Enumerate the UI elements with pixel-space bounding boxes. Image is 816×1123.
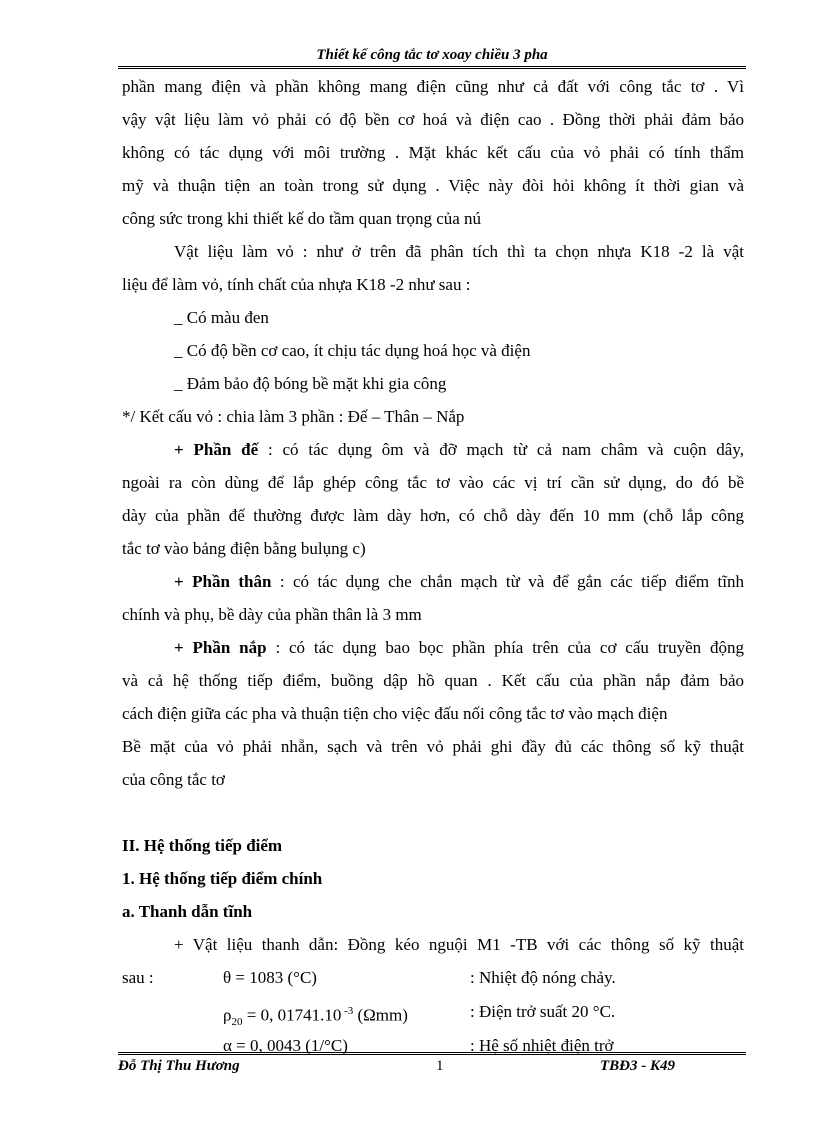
part-cover-line [122,631,744,664]
paragraph-line: của công tắc tơ [122,770,225,789]
sau-label: sau : [122,968,154,987]
formula-row-resistivity [122,995,744,1029]
property-item: _ Có màu đen [174,308,269,327]
part-base-label: + Phần đế [174,440,259,459]
page-header [118,47,746,69]
rho-subscript: 20 [231,1016,243,1029]
footer-author: Đỗ Thị Thu Hương [118,1058,240,1074]
part-body-label: + Phần thân [174,572,272,591]
subsubsection-heading: a. Thanh dẫn tĩnh [122,902,253,921]
formula-row-melting [122,961,744,995]
paragraph-line: Vật liệu làm vỏ : như ở trên đã phân tích thì ta chọn nhựa K18 -2 là vật [174,242,744,261]
rho-unit: (Ωmm) [353,1005,408,1025]
paragraph-line: cách điện giữa các pha và thuận tiện cho việc đấu nối công tắc tơ vào mạch điện [122,704,668,723]
structure-line: */ Kết cấu vỏ : chia làm 3 phần : Đế – Thân – Nắp [122,407,465,426]
header-title: Thiết kế công tắc tơ xoay chiều 3 pha [316,47,548,63]
part-cover-text: : có tác dụng bao bọc phần phía trên của cơ cấu truyền động [266,638,744,657]
property-item: _ Có độ bền cơ cao, ít chịu tác dụng hoá học và điện [174,341,531,360]
subsection-heading: 1. Hệ thống tiếp điểm chính [122,869,323,888]
formula-melting-desc: : Nhiệt độ nóng chảy. [470,968,616,987]
rho-value: = 0, 01741.10 [242,1005,342,1025]
paragraph-line: liệu để làm vỏ, tính chất của nhựa K18 -2 như sau : [122,275,471,294]
paragraph-line: công sức trong khi thiết kế do tầm quan trọng của nú [122,209,482,228]
formula-resistivity-desc: : Điện trở suất 20 °C. [470,1002,616,1021]
paragraph-line: dày của phần đế thường được làm dày hơn, có chỗ dày đến 10 mm (chỗ lắp công [122,506,744,525]
paragraph-line: vậy vật liệu làm vỏ phải có độ bền cơ hoá và điện cao . Đồng thời phải đảm bảo [122,110,744,129]
paragraph-line: Bề mặt của vỏ phải nhẵn, sạch và trên vỏ phải ghi đầy đủ các thông số kỹ thuật [122,737,744,756]
footer-divider [118,1052,746,1055]
property-item: _ Đảm bảo độ bóng bề mặt khi gia công [174,374,447,393]
paragraph-line: mỹ và thuận tiện an toàn trong sử dụng . Việc này đòi hỏi không ít thời gian và [122,176,744,195]
rho-symbol: ρ [223,1005,232,1025]
section-heading: II. Hệ thống tiếp điểm [122,836,283,855]
paragraph-line: chính và phụ, bề dày của phần thân là 3 mm [122,605,422,624]
formula-coefficient: α = 0, 0043 (1/°C) [223,1036,348,1055]
document-body [122,70,744,1063]
part-body-line [122,565,744,598]
material-line: + Vật liệu thanh dẫn: Đồng kéo nguội M1 -TB với các thông số kỹ thuật [174,935,744,954]
paragraph-line: phần mang điện và phần không mang điện cũng như cả đất với công tắc tơ . Vì [122,77,744,96]
footer-class: TBĐ3 - K49 [600,1058,675,1074]
footer-page-number: 1 [436,1058,444,1074]
blank-line [122,796,744,829]
formula-melting: θ = 1083 (°C) [223,968,317,987]
paragraph-line: và cả hệ thống tiếp điểm, buồng dập hồ quan . Kết cấu của phần nắp đảm bảo [122,671,744,690]
paragraph-line: không có tác dụng với môi trường . Mặt khác kết cấu của vỏ phải có tính thẩm [122,143,744,162]
paragraph-line: tắc tơ vào bảng điện bằng bulụng c) [122,539,366,558]
rho-exponent: -3 [341,1005,354,1017]
formula-coefficient-desc: : Hệ số nhiệt điện trở [470,1036,614,1055]
paragraph-line: ngoài ra còn dùng để lắp ghép công tắc tơ vào các vị trí cần sử dụng, do đó bề [122,473,744,492]
part-base-text: : có tác dụng ôm và đỡ mạch từ cả nam châm và cuộn dây, [258,440,744,459]
part-cover-label: + Phần nắp [174,638,267,657]
part-base-line [122,433,744,466]
part-body-text: : có tác dụng che chắn mạch từ và để gắn các tiếp điểm tĩnh [271,572,744,591]
